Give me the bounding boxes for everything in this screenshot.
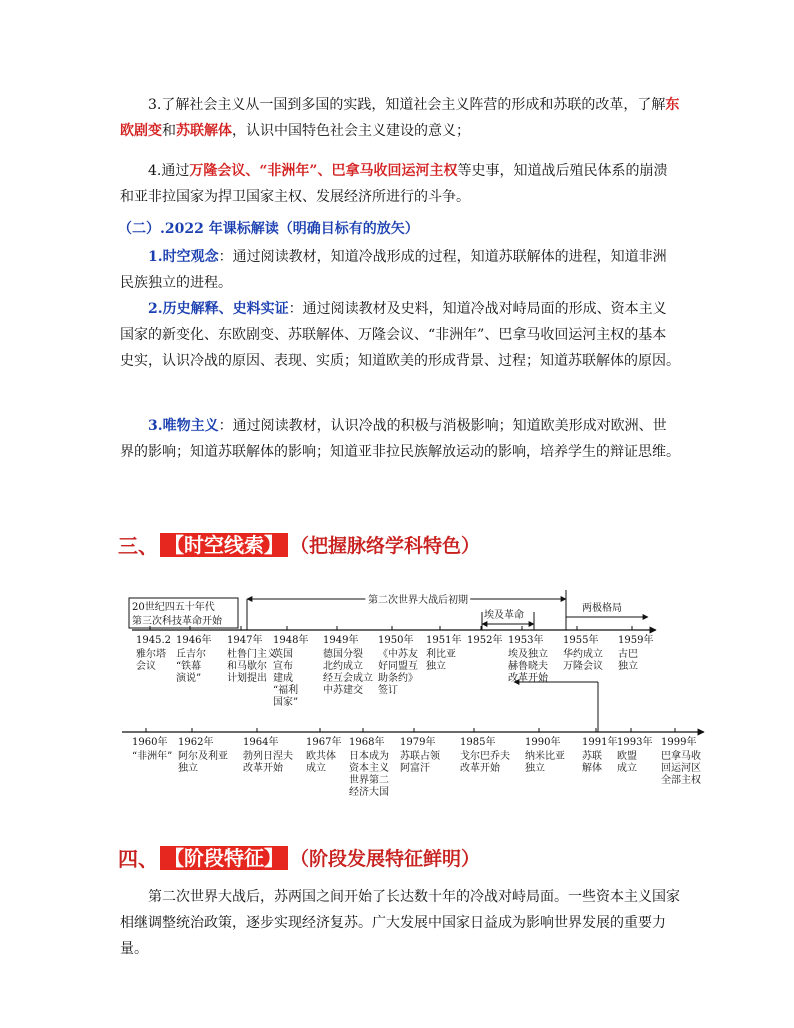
timeline-bottom-event-desc: 解体 xyxy=(582,763,602,774)
timeline-bottom-event-desc: 独立 xyxy=(178,763,198,774)
timeline-bottom-event-year: 1967年 xyxy=(306,737,342,748)
literacy-item-3: 3.唯物主义：通过阅读教材，认识冷战的积极与消极影响；知道欧美形成对欧洲、世界的影响；知道苏联解体的影响；知道亚非拉民族解放运动的影响，培养学生的辩证思维。 xyxy=(120,418,680,460)
timeline-top-event-desc: 中苏建交 xyxy=(323,685,363,696)
timeline-bottom-event-year: 1990年 xyxy=(525,737,561,748)
timeline-top-event-year: 1950年 xyxy=(378,635,414,646)
timeline-bottom-event-desc: 阿尔及利亚 xyxy=(178,751,228,762)
timeline-top-event-desc: 杜鲁门主义 xyxy=(227,649,277,660)
stage-features-paragraph: 第二次世界大战后，苏两国之间开始了长达数十年的冷战对峙局面。一些资本主义国家相继调整统治政策，逐步实现经济复苏。广大发展中国家日益成为影响世界发展的重要力量。 xyxy=(120,889,680,957)
timeline-bottom-event-desc: 阿富汗 xyxy=(400,763,430,774)
timeline-top-event-desc: 英国 xyxy=(273,649,293,660)
timeline-top-event-desc: 华约成立 xyxy=(563,649,603,660)
timeline-diagram xyxy=(0,580,794,810)
timeline-top-event-year: 1949年 xyxy=(323,635,359,646)
timeline-bottom-event-desc: 经济大国 xyxy=(349,787,389,798)
timeline-top-event-desc: 会议 xyxy=(136,661,156,672)
section-heading-stage-features: 四、 【阶段特征】 （阶段发展特征鲜明） xyxy=(118,845,481,871)
timeline-top-event-desc: 宣布 xyxy=(273,661,293,672)
timeline-top-event-year: 1955年 xyxy=(563,635,599,646)
timeline-bottom-event-desc: 日本成为 xyxy=(349,751,389,762)
timeline-top-event-year: 1951年 xyxy=(426,635,462,646)
timeline-top-event-year: 1946年 xyxy=(176,635,212,646)
timeline-top-event-desc: 北约成立 xyxy=(323,661,363,672)
timeline-top-event-desc: 建成 xyxy=(273,673,293,684)
timeline-top-event-desc: 万隆会议 xyxy=(563,661,603,672)
timeline-bottom-event-desc: 独立 xyxy=(525,763,545,774)
timeline-top-event-desc: 助条约》 xyxy=(378,673,418,684)
timeline-top-event-desc: 雅尔塔 xyxy=(136,649,166,660)
timeline-bottom-event-year: 1991年 xyxy=(582,737,618,748)
timeline-bottom-event-desc: 资本主义 xyxy=(349,763,389,774)
timeline-bottom-event-desc: “非洲年” xyxy=(132,751,173,762)
timeline-top-event-desc: 国家” xyxy=(273,697,299,708)
timeline-bottom-event-desc: 全部主权 xyxy=(661,775,701,786)
timeline-bottom-event-year: 1985年 xyxy=(460,737,496,748)
egypt-span-label: 埃及革命 xyxy=(484,610,524,621)
timeline-bottom-event-year: 1993年 xyxy=(617,737,653,748)
timeline-top-event-desc: 演说” xyxy=(176,673,202,684)
timeline-bottom-event-desc: 改革开始 xyxy=(460,763,500,774)
timeline-top-event-desc: 和马歇尔 xyxy=(227,661,267,672)
timeline-bottom-event-desc: 回运河区 xyxy=(661,763,701,774)
timeline-bottom-event-desc: 欧盟 xyxy=(617,751,637,762)
timeline-bottom-event-desc: 巴拿马收 xyxy=(661,751,701,762)
timeline-bottom-event-desc: 欧共体 xyxy=(306,751,336,762)
literacy-item-1: 1.时空观念：通过阅读教材，知道冷战形成的过程，知道苏联解体的进程，知道非洲民族独立的进程。 xyxy=(120,249,667,291)
timeline-top-event-year: 1959年 xyxy=(618,635,654,646)
timeline-bottom-event-desc: 戈尔巴乔夫 xyxy=(460,751,510,762)
timeline-top-event-desc: 《中苏友 xyxy=(378,649,418,660)
timeline-bottom-event-desc: 成立 xyxy=(306,763,326,774)
timeline-top-event-year: 1948年 xyxy=(273,635,309,646)
timeline-top-event-desc: 改革开始 xyxy=(508,673,548,684)
bipolar-span-label: 两极格局 xyxy=(582,603,622,614)
timeline-top-event-year: 1945.2 xyxy=(136,635,171,646)
timeline-top-event-desc: “铁幕 xyxy=(176,661,202,672)
timeline-top-event-desc: 利比亚 xyxy=(426,649,456,660)
timeline-bottom-event-desc: 勃列日涅夫 xyxy=(243,751,293,762)
postwar-span-label: 第二次世界大战后初期 xyxy=(368,595,468,606)
timeline-top-event-year: 1953年 xyxy=(508,635,544,646)
timeline-top-event-desc: 埃及独立 xyxy=(508,649,548,660)
timeline-bottom-event-desc: 纳米比亚 xyxy=(525,751,565,762)
timeline-bottom-event-year: 1960年 xyxy=(132,737,168,748)
timeline-top-event-desc: 丘吉尔 xyxy=(176,649,206,660)
timeline-bottom-event-desc: 苏联占领 xyxy=(400,751,440,762)
timeline-top-event-desc: “福利 xyxy=(273,685,299,696)
timeline-bottom-event-year: 1979年 xyxy=(400,737,436,748)
sub-heading-2022-standards: （二）.2022 年课标解读（明确目标有的放矢） xyxy=(118,221,419,237)
timeline-bottom-event-desc: 改革开始 xyxy=(243,763,283,774)
timeline-top-event-year: 1952年 xyxy=(467,635,503,646)
timeline-top-event-desc: 独立 xyxy=(618,661,638,672)
timeline-top-event-desc: 经互会成立 xyxy=(323,673,373,684)
sci-tech-line-1: 20世纪四五十年代 xyxy=(132,602,215,613)
timeline-top-event-desc: 古巴 xyxy=(618,649,638,660)
timeline-top-event-desc: 赫鲁晓夫 xyxy=(508,661,548,672)
timeline-top-event-desc: 计划提出 xyxy=(227,673,267,684)
syllabus-item-3: 3.了解社会主义从一国到多国的实践，知道社会主义阵营的形成和苏联的改革，了解东欧剧变和苏联解体，认识中国特色社会主义建设的意义； xyxy=(120,97,680,139)
timeline-bottom-event-desc: 苏联 xyxy=(582,751,602,762)
timeline-bottom-event-year: 1962年 xyxy=(178,737,214,748)
literacy-item-2: 2.历史解释、史料实证：通过阅读教材及史料，知道冷战对峙局面的形成、资本主义国家的新变化、东欧剧变、苏联解体、万隆会议、“非洲年”、巴拿马收回运河主权的基本史实，认识冷战的原因、表现、实质；知道欧美的形成背景、过程；知道苏联解体的原因。 xyxy=(120,301,680,369)
timeline-bottom-event-year: 1968年 xyxy=(349,737,385,748)
syllabus-item-4: 4.通过万隆会议、“非洲年”、巴拿马收回运河主权等史事，知道战后殖民体系的崩溃和亚非拉国家为捍卫国家主权、发展经济所进行的斗争。 xyxy=(120,163,668,205)
timeline-top-event-desc: 好同盟互 xyxy=(378,661,418,672)
timeline-bottom-event-year: 1964年 xyxy=(243,737,279,748)
timeline-top-event-desc: 独立 xyxy=(426,661,446,672)
section-heading-timeline: 三、 【时空线索】 （把握脉络学科特色） xyxy=(118,532,481,558)
timeline-top-event-year: 1947年 xyxy=(227,635,263,646)
timeline-top-event-desc: 德国分裂 xyxy=(323,649,363,660)
sci-tech-line-2: 第三次科技革命开始 xyxy=(132,616,222,627)
timeline-top-event-desc: 签订 xyxy=(378,685,398,696)
timeline-bottom-event-desc: 成立 xyxy=(617,763,637,774)
timeline-bottom-event-desc: 世界第二 xyxy=(349,775,389,786)
timeline-bottom-event-year: 1999年 xyxy=(661,737,697,748)
